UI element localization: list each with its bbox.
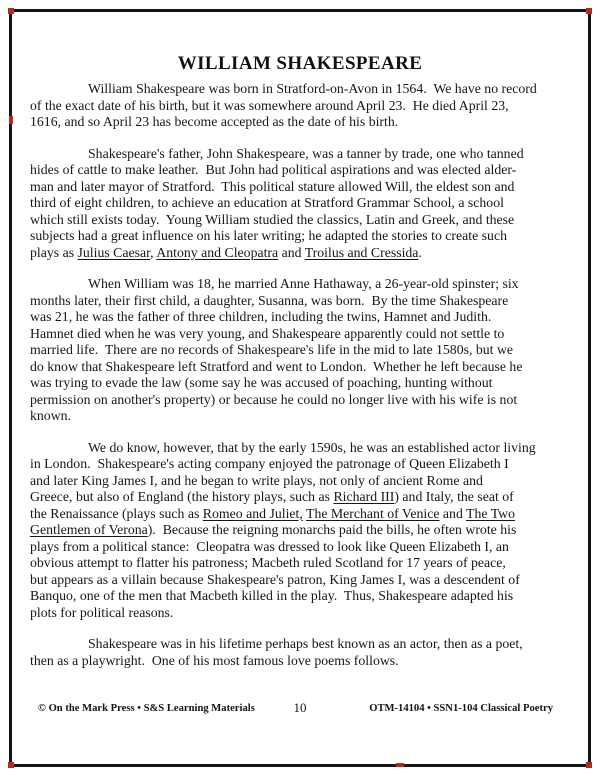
- text-segment: and later King James I, and he began to write plays, not only of ancient Rome and: [30, 472, 483, 488]
- text-line: [30, 195, 572, 212]
- underlined-play-title: Antony and Cleopatra: [156, 244, 279, 260]
- underlined-play-title: Gentlemen of Verona: [30, 522, 148, 537]
- text-segment: ,: [150, 244, 157, 260]
- text-segment: .: [418, 244, 422, 260]
- text-line: [30, 293, 572, 310]
- text-segment: Hamnet died when he was very young, and Shakespeare apparently could not settle to: [30, 325, 505, 341]
- corner-mark: [8, 8, 14, 14]
- text-line: [30, 440, 572, 457]
- text-segment: William Shakespeare was born in Stratford-on-Avon in 1564. We have no record: [88, 81, 537, 96]
- footer-catalog-code: OTM-14104 • SSN1-104 Classical Poetry: [369, 703, 553, 714]
- page-footer: [0, 700, 600, 718]
- underlined-play-title: The Merchant of Venice: [306, 505, 440, 521]
- paragraph: [30, 81, 572, 131]
- text-segment: of the exact date of his birth, but it was somewhere around April 23. He died April 23,: [30, 97, 509, 113]
- text-segment: then as a playwright. One of his most famous love poems follows.: [30, 652, 399, 668]
- text-line: [30, 572, 572, 589]
- text-segment: third of eight children, to achieve an education at Stratford Grammar School, a school: [30, 195, 504, 210]
- text-line: [30, 179, 572, 196]
- text-segment: hides of cattle to make leather. But John had political aspirations and was elected alder-: [30, 162, 517, 177]
- paragraph: [30, 146, 572, 262]
- paragraph: [30, 276, 572, 425]
- text-line: [30, 392, 572, 409]
- text-line: [30, 146, 572, 163]
- text-segment: in London. Shakespeare's acting company enjoyed the patronage of Queen Elizabeth I: [30, 456, 509, 471]
- text-line: [30, 489, 572, 506]
- text-segment: plots for political reasons.: [30, 604, 174, 620]
- text-line: [30, 605, 572, 622]
- text-segment: Shakespeare's father, John Shakespeare, was a tanner by trade, one who tanned: [88, 145, 524, 161]
- text-segment: man and later mayor of Stratford. This political stature allowed Will, the eldest son and: [30, 178, 515, 194]
- text-segment: Greece, but also of England (the history plays, such as: [30, 489, 334, 504]
- text-segment: ) and Italy, the seat of: [394, 489, 514, 504]
- text-segment: Shakespeare was in his lifetime perhaps best known as an actor, then as a poet,: [88, 636, 523, 651]
- text-segment: and: [439, 505, 467, 521]
- text-segment: but appears as a villain because Shakespeare's patron, King James I, was a descendent of: [30, 571, 520, 587]
- text-line: [30, 555, 572, 572]
- text-line: [30, 506, 572, 523]
- text-line: [30, 228, 572, 245]
- paragraph: [30, 636, 572, 669]
- text-segment: obvious attempt to flatter his patroness; Macbeth ruled Scotland for 17 years of peace,: [30, 555, 506, 570]
- text-line: [30, 342, 572, 359]
- corner-mark: [586, 8, 592, 14]
- text-line: [30, 653, 572, 670]
- footer-publisher: © On the Mark Press • S&S Learning Materials: [38, 703, 255, 714]
- text-line: [30, 326, 572, 343]
- underlined-play-title: Troilus and Cressida: [304, 244, 419, 260]
- text-line: [30, 309, 572, 326]
- text-segment: We do know, however, that by the early 1590s, he was an established actor living: [88, 439, 536, 455]
- text-line: [30, 81, 572, 98]
- text-line: [30, 114, 572, 131]
- text-line: [30, 522, 572, 539]
- text-segment: 1616, and so April 23 has become accepted as the date of his birth.: [30, 114, 399, 129]
- text-line: [30, 276, 572, 293]
- text-segment: which still exists today. Young William studied the classics, Latin and Greek, and these: [30, 211, 515, 227]
- text-segment: and: [278, 244, 305, 260]
- text-segment: permission on another's property) or because he could no longer live with his wife is not: [30, 391, 518, 407]
- text-line: [30, 359, 572, 376]
- page-title: WILLIAM SHAKESPEARE: [177, 52, 423, 74]
- underlined-play-title: Richard III: [333, 489, 395, 504]
- document-body: [30, 81, 572, 684]
- text-segment: married life. There are no records of Shakespeare's life in the mid to late 1580s, but we: [30, 342, 514, 357]
- text-line: [30, 456, 572, 473]
- text-line: [30, 539, 572, 556]
- text-line: [30, 98, 572, 115]
- underlined-play-title: Romeo and Juliet,: [202, 505, 303, 521]
- text-segment: known.: [30, 408, 72, 423]
- underlined-play-title: The Two: [466, 505, 516, 521]
- edge-mark: [9, 116, 13, 124]
- text-segment: subjects had a great influence on his later writing; he adapted the stories to create such: [30, 228, 507, 243]
- text-line: [30, 212, 572, 229]
- text-line: [30, 636, 572, 653]
- text-line: [30, 473, 572, 490]
- text-line: [30, 408, 572, 425]
- paragraph: [30, 440, 572, 622]
- text-segment: was 21, he was the father of three children, including the twins, Hamnet and Judith.: [30, 309, 492, 324]
- text-segment: do know that Shakespeare left Stratford and went to London. Whether he left because he: [30, 358, 523, 374]
- text-segment: ). Because the reigning monarchs paid the bills, he often wrote his: [147, 522, 517, 537]
- text-line: [30, 375, 572, 392]
- corner-mark: [8, 762, 14, 768]
- text-line: [30, 162, 572, 179]
- corner-mark: [586, 762, 592, 768]
- text-segment: When William was 18, he married Anne Hathaway, a 26-year-old spinster; six: [88, 276, 519, 291]
- edge-mark: [396, 763, 404, 767]
- text-segment: Banquo, one of the men that Macbeth killed in the play. Thus, Shakespeare adapted his: [30, 588, 514, 603]
- text-segment: the Renaissance (plays such as: [30, 505, 203, 521]
- text-segment: plays from a political stance: Cleopatra was dressed to look like Queen Elizabeth I, an: [30, 538, 509, 554]
- footer-page-number: 10: [293, 700, 307, 715]
- text-segment: was trying to evade the law (some say he was accused of poaching, hunting without: [30, 375, 493, 390]
- text-segment: plays as: [30, 244, 78, 260]
- text-line: [30, 588, 572, 605]
- text-line: [30, 245, 572, 262]
- text-segment: months later, their first child, a daughter, Susanna, was born. By the time Shakespeare: [30, 292, 509, 308]
- underlined-play-title: Julius Caesar: [77, 244, 151, 260]
